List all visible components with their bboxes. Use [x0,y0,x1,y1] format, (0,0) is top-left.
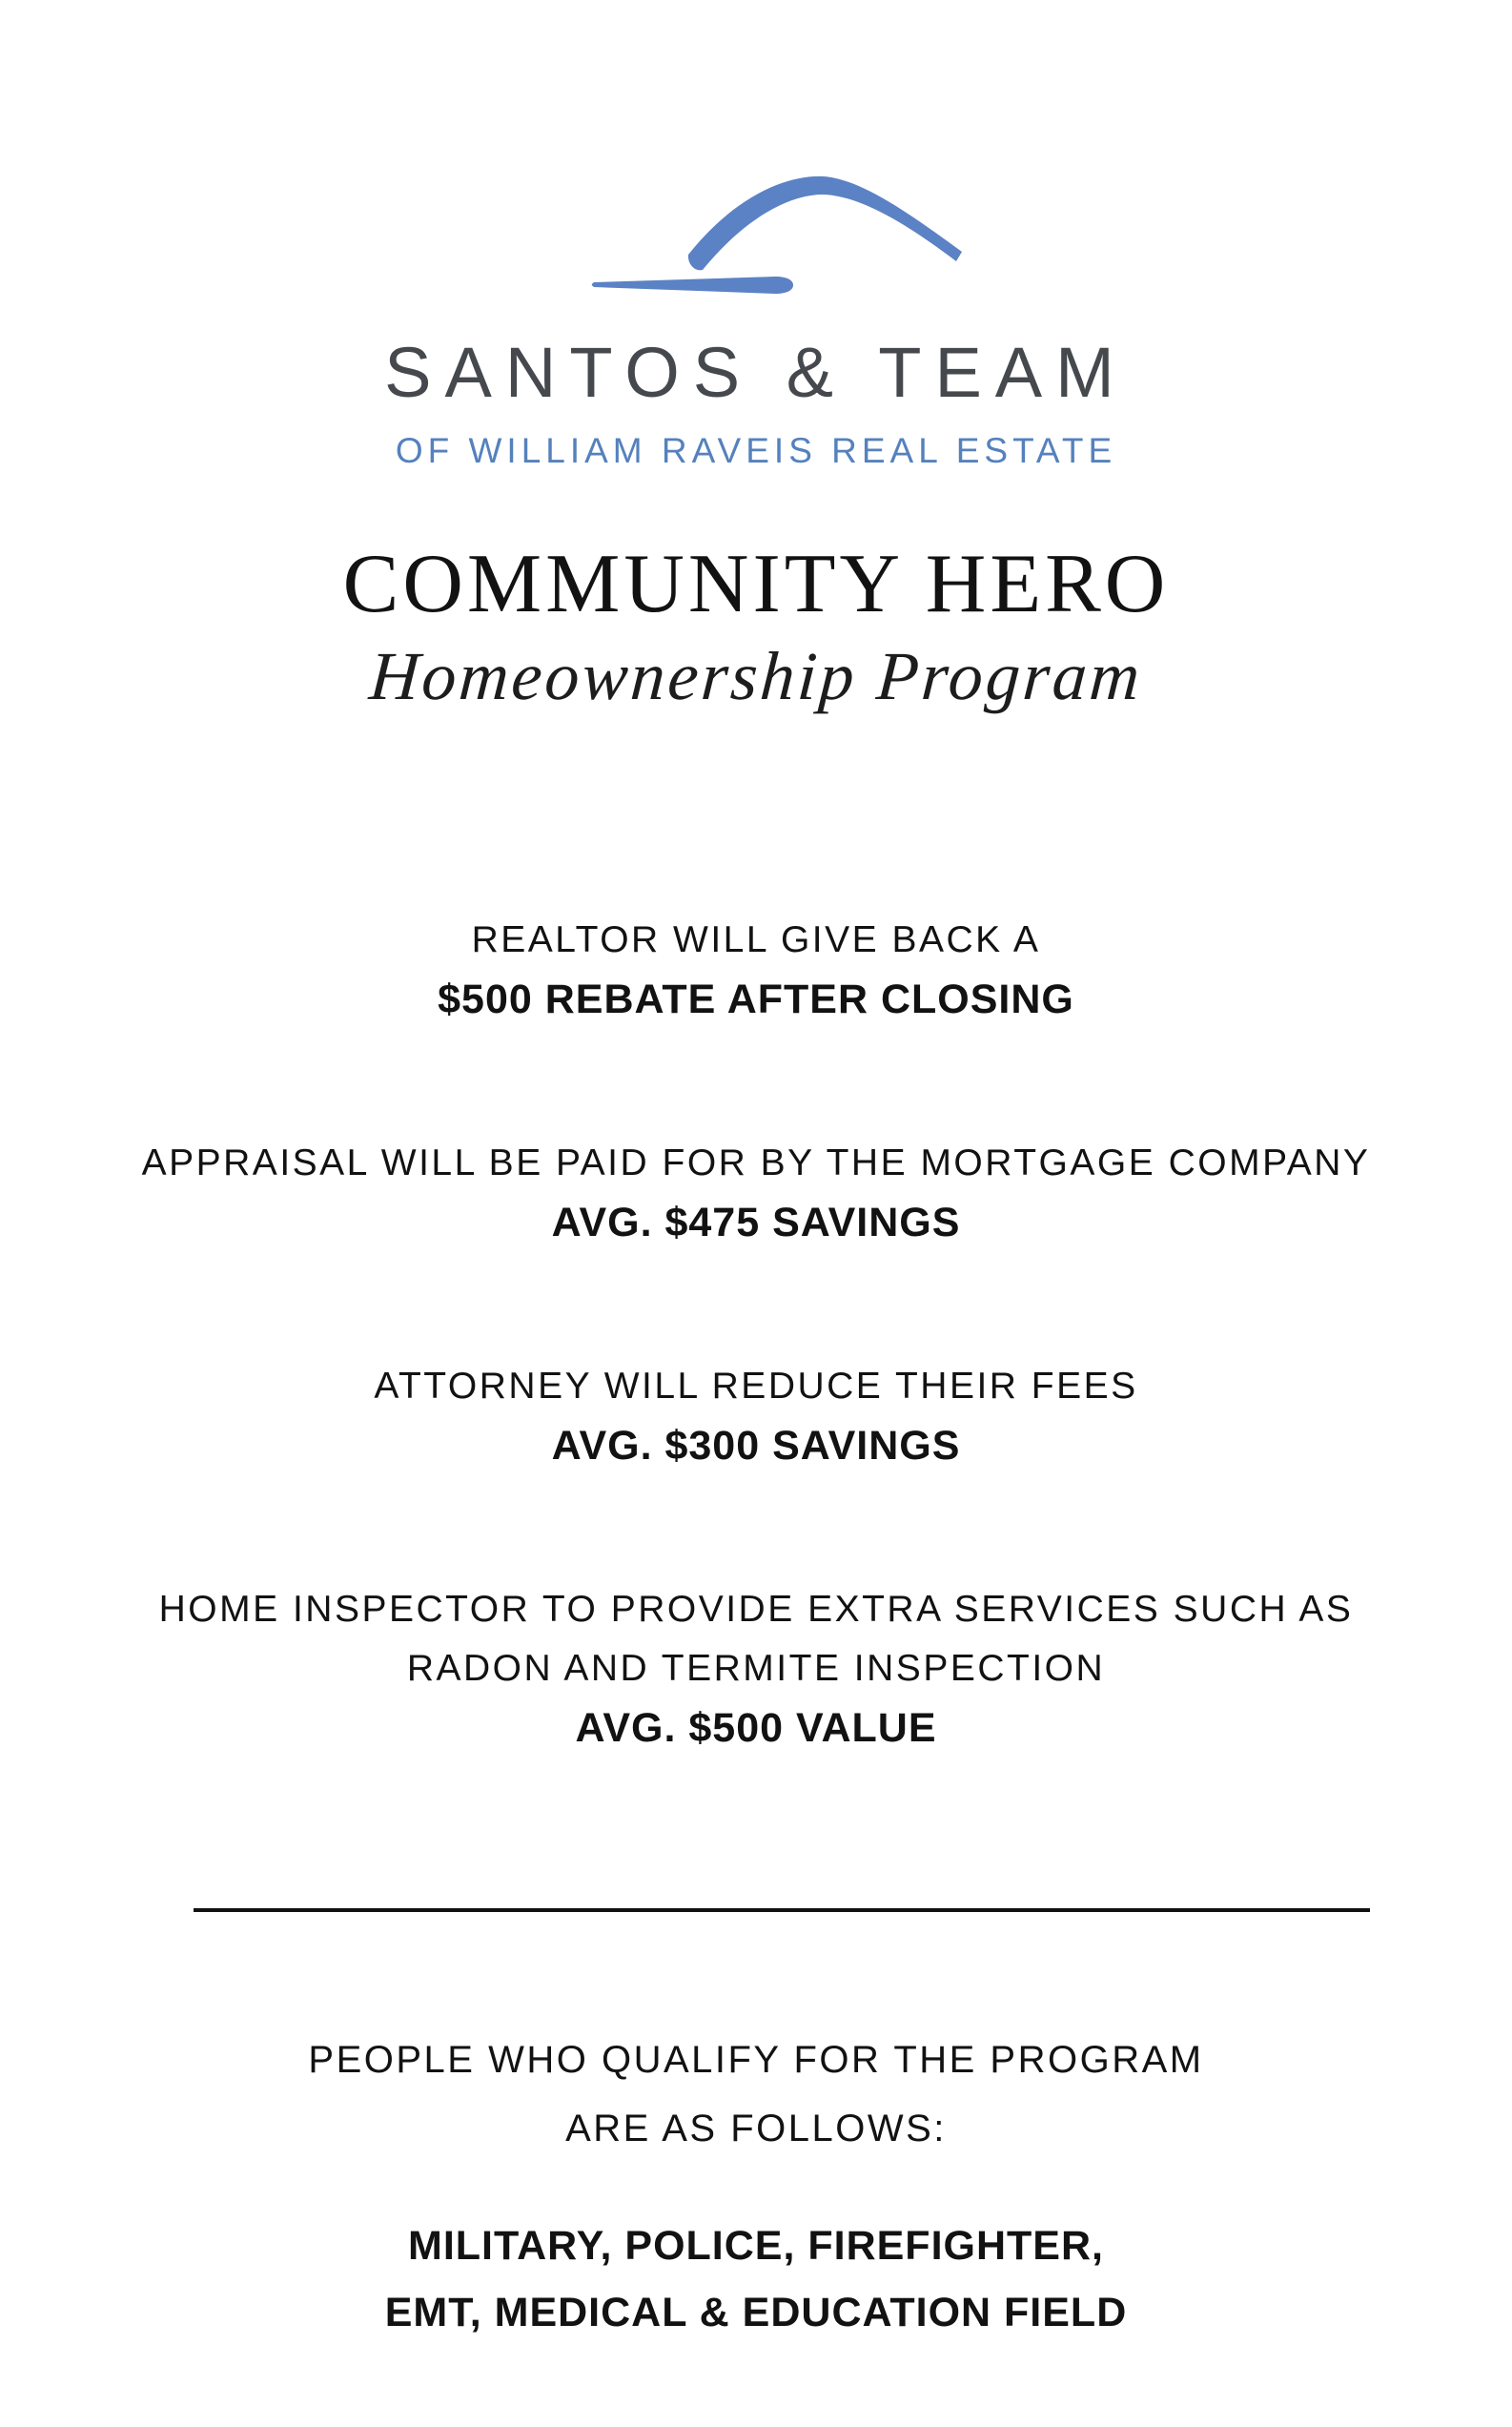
program-title: COMMUNITY HERO [342,538,1170,630]
benefit-realtor-rebate [0,911,1512,1029]
benefit-line: RADON AND TERMITE INSPECTION [406,1648,1106,1689]
benefit-line: ATTORNEY WILL REDUCE THEIR FEES [374,1366,1138,1407]
benefit-highlight: AVG. $475 SAVINGS [551,1200,961,1245]
benefit-attorney [0,1357,1512,1475]
benefit-highlight: AVG. $500 VALUE [575,1705,937,1751]
benefit-appraisal [0,1134,1512,1252]
benefit-line: APPRAISAL WILL BE PAID FOR BY THE MORTGAGE COMPANY [141,1142,1371,1183]
qualification-roles [0,2212,1512,2346]
roof-swoosh-icon [532,122,1009,303]
benefit-home-inspector [0,1580,1512,1758]
benefit-line: HOME INSPECTOR TO PROVIDE EXTRA SERVICES SUCH AS [158,1589,1354,1630]
qualification-intro [0,2026,1512,2163]
benefit-line: REALTOR WILL GIVE BACK A [471,919,1041,960]
brand-subtitle: OF WILLIAM RAVEIS REAL ESTATE [395,431,1117,470]
benefit-highlight: $500 REBATE AFTER CLOSING [438,977,1074,1022]
ground-stroke-shape [592,277,793,294]
benefit-highlight: AVG. $300 SAVINGS [551,1423,961,1469]
qualification-roles-line: EMT, MEDICAL & EDUCATION FIELD [384,2290,1128,2335]
section-divider [194,1908,1370,1912]
qualification-roles-line: MILITARY, POLICE, FIREFIGHTER, [408,2223,1104,2269]
roof-swoosh-shape [688,176,962,270]
brand-name: SANTOS & TEAM [384,333,1128,412]
qualification-intro-line: PEOPLE WHO QUALIFY FOR THE PROGRAM [308,2039,1204,2081]
program-script-subtitle: Homeownership Program [367,638,1145,714]
qualification-intro-line: ARE AS FOLLOWS: [565,2108,947,2149]
